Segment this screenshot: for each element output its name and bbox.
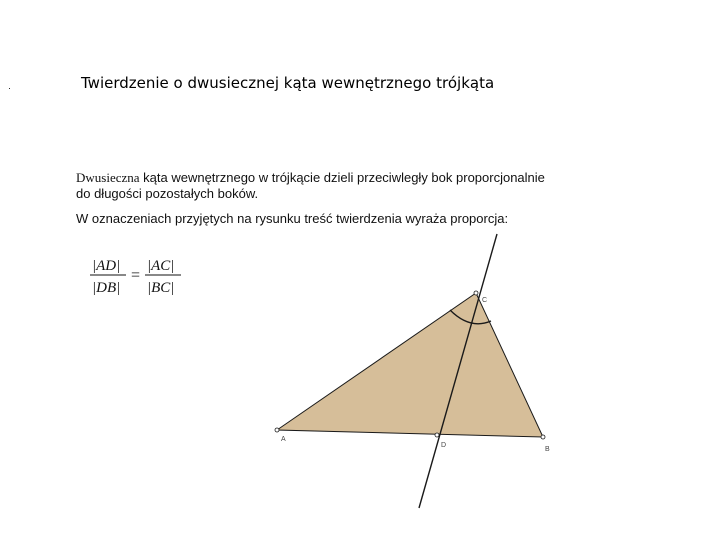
- formula-numerator-left: |AD|: [92, 258, 121, 274]
- triangle-abc: [277, 293, 543, 437]
- label-c: C: [482, 297, 488, 304]
- formula-denominator-right: |BC|: [147, 280, 175, 296]
- point-c: [474, 291, 478, 295]
- bullet-dot: ·: [8, 83, 11, 93]
- page-title: Twierdzenie o dwusiecznej kąta wewnętrznego trójkąta: [81, 74, 495, 92]
- formula-numerator-right: |AC|: [147, 258, 175, 274]
- point-d: [435, 433, 439, 437]
- point-b: [541, 435, 545, 439]
- theorem-first-word: Dwusieczna: [76, 170, 140, 185]
- label-a: A: [281, 436, 286, 443]
- label-d: D: [441, 442, 447, 449]
- formula-equals: =: [131, 267, 141, 284]
- point-a: [275, 428, 279, 432]
- label-b: B: [545, 446, 550, 453]
- formula-denominator-left: |DB|: [92, 280, 121, 296]
- notation-paragraph: W oznaczeniach przyjętych na rysunku treść twierdzenia wyraża proporcja:: [76, 211, 509, 226]
- theorem-line2: do długości pozostałych boków.: [76, 186, 259, 201]
- theorem-line1-rest: kąta wewnętrznego w trójkącie dzieli przeciwległy bok proporcjonalnie: [139, 170, 545, 185]
